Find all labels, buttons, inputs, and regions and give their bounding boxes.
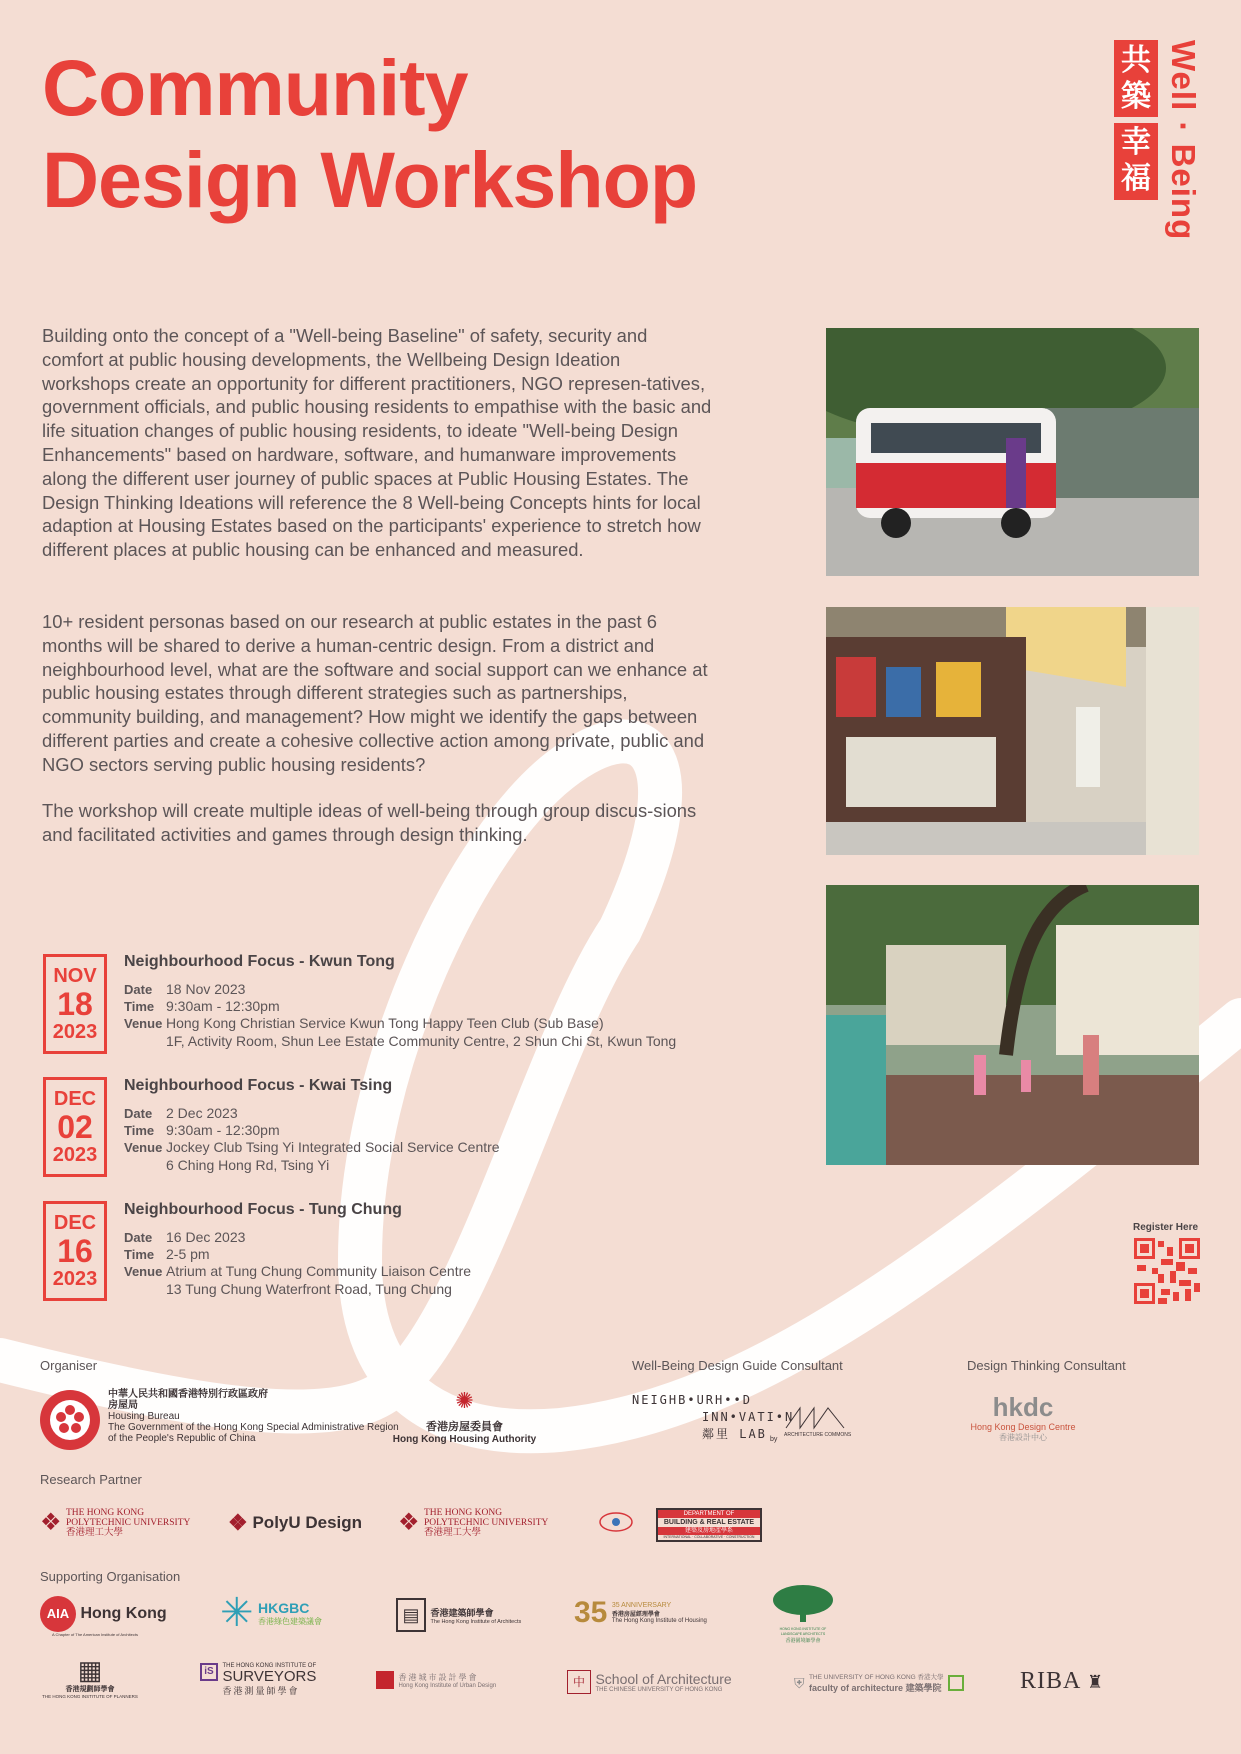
housing-authority-logo: ✺ 香港房屋委員會 Hong Kong Housing Authority: [392, 1388, 537, 1445]
page-title: [42, 42, 697, 226]
hku-faculty-of-architecture-logo: ⛨ THE UNIVERSITY OF HONG KONG 香港大學 faculty of architecture 建築學院: [794, 1672, 964, 1694]
hkgbc-pinwheel-icon: ✳: [220, 1591, 254, 1635]
hkiud-logo: 香港城市設計學會 Hong Kong Institute of Urban Design: [376, 1671, 496, 1689]
event-venue-row: Venue Hong Kong Christian Service Kwun Tong Happy Teen Club (Sub Base): [124, 1015, 604, 1031]
hku-green-square-icon: [948, 1675, 964, 1691]
research-emblem-logo: [596, 1508, 636, 1540]
hkgbc-logo: ✳ HKGBC 香港綠色建築議會: [220, 1591, 322, 1635]
supporting-organisation-label: Supporting Organisation: [40, 1569, 181, 1584]
polyu-design-diamond-icon: ❖: [228, 1510, 248, 1535]
event-venue-address: 6 Ching Hong Rd, Tsing Yi: [166, 1157, 330, 1173]
photo-minibus: [826, 328, 1199, 576]
event-date-badge: DEC 02 2023: [43, 1077, 107, 1177]
hkip-emblem-icon: ▦: [77, 1655, 103, 1685]
event-date-badge: DEC 16 2023: [43, 1201, 107, 1301]
anniversary-35-mark: 35: [574, 1596, 608, 1629]
photo-estate-courtyard: [826, 885, 1199, 1165]
register-label: Register Here: [1133, 1222, 1199, 1233]
architecture-commons-logo: ARCHITECTURE COMMONS: [784, 1404, 851, 1438]
event-time-row: Time 9:30am - 12:30pm: [124, 998, 280, 1014]
event-title: Neighbourhood Focus - Kwun Tong: [124, 953, 395, 970]
event-venue-address: 1F, Activity Room, Shun Lee Estate Community Centre, 2 Shun Chi St, Kwun Tong: [166, 1033, 677, 1049]
event-date-badge: NOV 18 2023: [43, 954, 107, 1054]
title-line-2: Design Workshop: [42, 135, 698, 224]
hkia-logo: ▤ 香港建築師學會 The Hong Kong Institute of Architects: [396, 1598, 521, 1632]
housing-authority-icon: ✺: [455, 1388, 474, 1413]
intro-paragraph-2: 10+ resident personas based on our research at public estates in the past 6 months will be shared to derive a human-centric design. From a district and neighbourhood level, what are the software and social support can we enhance at public housing estates through different strategies such as partnerships, community building, and management? How might we identify the gaps between different parties and create a cohesive collective action among private, public and NGO sectors serving public housing residents?: [42, 611, 708, 775]
event-venue-address: 13 Tung Chung Waterfront Road, Tung Chung: [166, 1281, 452, 1297]
event-time-row: Time 9:30am - 12:30pm: [124, 1122, 280, 1138]
organiser-label: Organiser: [40, 1358, 98, 1373]
hkip-logo: ▦ 香港規劃師學會 THE HONG KONG INSTITUTE OF PLANNERS: [40, 1656, 140, 1699]
event-title: Neighbourhood Focus - Tung Chung: [124, 1201, 402, 1218]
hkiud-emblem-icon: [376, 1671, 394, 1689]
polyu-diamond-icon: ❖: [398, 1509, 420, 1536]
hkis-logo: iS THE HONG KONG INSTITUTE OF SURVEYORS 香港測量師學會: [200, 1663, 316, 1697]
thinking-consultant-label: Design Thinking Consultant: [967, 1358, 1126, 1373]
neighbourhood-innovation-lab-logo: NEIGHB•URH••D INN•VATI•N 鄰里 LAB: [632, 1393, 795, 1441]
wellbeing-logo-chinese: 共 築 幸 福: [1114, 40, 1158, 200]
hkia-emblem-icon: ▤: [396, 1598, 426, 1632]
polyu-diamond-icon: ❖: [40, 1509, 62, 1536]
cuhk-emblem-icon: 中: [567, 1670, 591, 1694]
event-venue-row: Venue Atrium at Tung Chung Community Liaison Centre: [124, 1263, 472, 1279]
hkila-tree-logo: HONG KONG INSTITUTE OF LANDSCAPE ARCHITECTS 香港園境師學會: [770, 1584, 836, 1644]
riba-lions-icon: ♜: [1087, 1672, 1105, 1692]
hkis-emblem-icon: iS: [200, 1663, 218, 1681]
housing-bureau-logo: 中華人民共和國香港特別行政區政府 房屋局 Housing Bureau The Government of the Hong Kong Special Administrative Region of the People's Republic of China: [108, 1389, 399, 1444]
polyu-logo: ❖ THE HONG KONG POLYTECHNIC UNIVERSITY 香港理工大學: [40, 1508, 191, 1538]
hksar-emblem-logo: [40, 1390, 100, 1450]
polyu-design-logo: ❖ PolyU Design: [228, 1510, 363, 1535]
event-title: Neighbourhood Focus - Kwai Tsing: [124, 1077, 393, 1094]
guide-consultant-label: Well-Being Design Guide Consultant: [632, 1358, 843, 1373]
event-time-row: Time 2-5 pm: [124, 1246, 210, 1262]
aia-hong-kong-logo: AIA Hong Kong A Chapter of The American Institute of Architects: [40, 1596, 167, 1637]
research-partner-label: Research Partner: [40, 1472, 142, 1487]
event-date-row: Date 18 Nov 2023: [124, 981, 246, 997]
event-venue-row: Venue Jockey Club Tsing Yi Integrated Social Service Centre: [124, 1139, 500, 1155]
building-real-estate-logo: DEPARTMENT OF BUILDING & REAL ESTATE 建築及房地產學系 INTERNATIONAL · COLLABORATIVE · CONSTRUCTION: [656, 1508, 762, 1542]
wellbeing-logo-english: Well · Being: [1165, 40, 1202, 241]
event-date-row: Date 2 Dec 2023: [124, 1105, 238, 1121]
hong-kong-design-centre-logo: hkdc Hong Kong Design Centre 香港設計中心: [970, 1392, 1076, 1442]
hku-crest-icon: ⛨: [794, 1674, 805, 1691]
polyu-logo-2: ❖ THE HONG KONG POLYTECHNIC UNIVERSITY 香港理工大學: [398, 1508, 549, 1538]
intro-paragraph-1: Building onto the concept of a "Well-being Baseline" of safety, security and comfort at public housing developments, the Wellbeing Design Ideation workshops create an opportunity for different practitioners, NGO represen-tatives, government officials, and public housing residents to empathise with the basic and life situation changes of public housing residents, to ideate "Well-being Design Enhancements" based on hardware, software, and humanware improvements along the different user journey of public spaces at Public Housing Estates. The Design Thinking Ideations will reference the 8 Well-being Concepts hints for local adaption at Housing Estates based on the participants' experience to stretch how different places at public housing can be enhanced and measured.: [42, 325, 712, 561]
title-line-1: Community: [42, 43, 468, 132]
riba-logo: RIBA ♜: [1020, 1668, 1105, 1694]
hkih-anniversary-logo: 35 35 ANNIVERSARY 香港房屋經理學會 The Hong Kong Institute of Housing: [574, 1596, 707, 1629]
intro-paragraph-3: The workshop will create multiple ideas of well-being through group discus-sions and facilitated activities and games through design thinking.: [42, 800, 697, 845]
event-date-row: Date 16 Dec 2023: [124, 1229, 246, 1245]
register-qr-code[interactable]: [1134, 1238, 1200, 1304]
photo-shop-stall: [826, 607, 1199, 855]
cuhk-school-of-architecture-logo: 中 School of Architecture THE CHINESE UNIVERSITY OF HONG KONG: [567, 1670, 732, 1694]
